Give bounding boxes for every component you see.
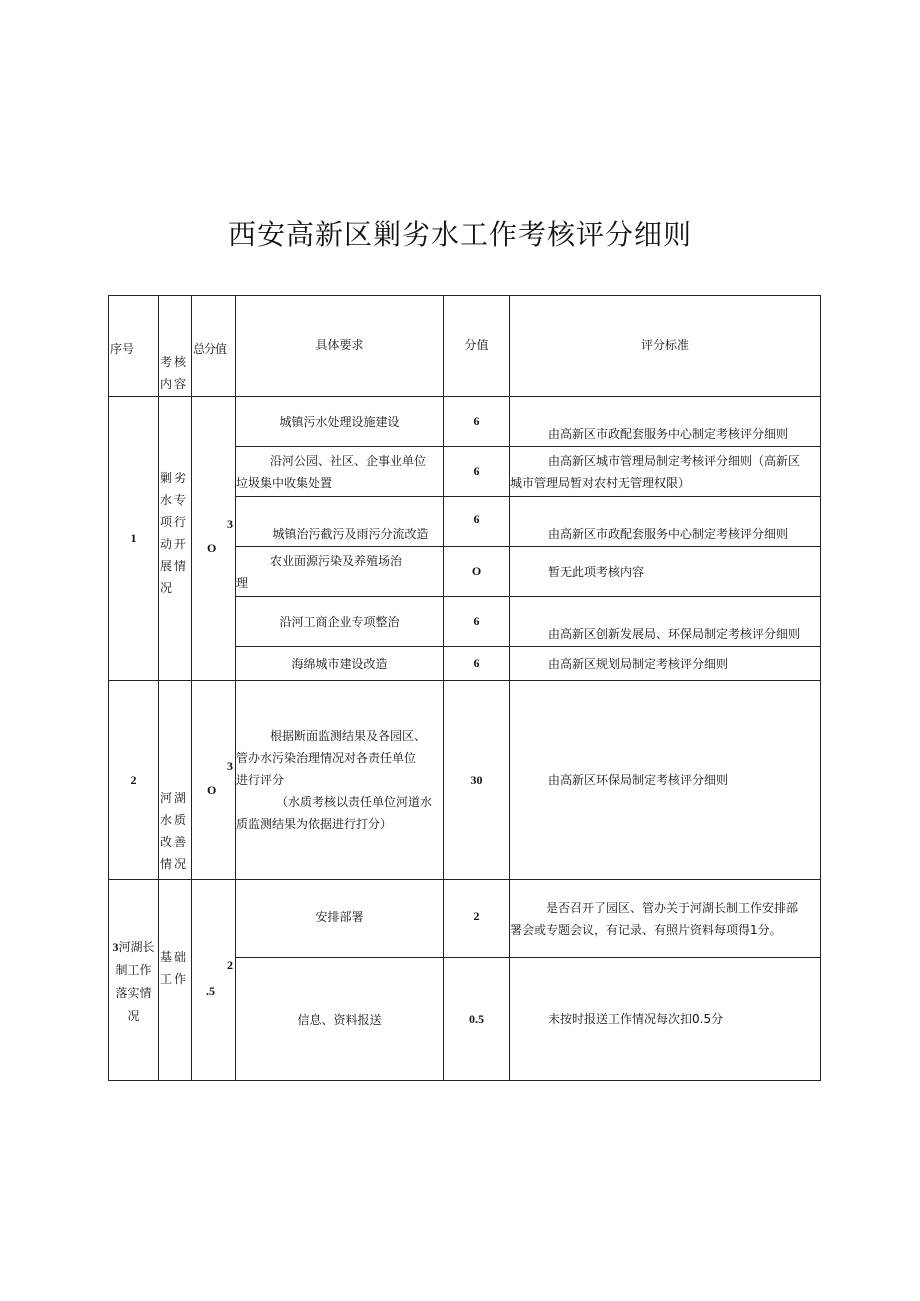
header-row	[109, 296, 821, 397]
standard-cell: 由高新区城市管理局制定考核评分细则（高新区 城市管理局暂对农村无管理权限）	[510, 447, 821, 497]
standard-cell: 由高新区规划局制定考核评分细则	[510, 647, 821, 681]
requirement-cell: 城镇污水处理设施建设	[236, 397, 444, 447]
header-standard: 评分标准	[510, 296, 821, 397]
table-row	[109, 880, 821, 958]
requirement-cell: 沿河公园、社区、企事业单位 垃圾集中收集处置	[236, 447, 444, 497]
header-seq: 序号	[109, 296, 159, 397]
standard-cell: 未按时报送工作情况每次扣0.5分	[510, 958, 821, 1081]
page-title: 西安高新区剿劣水工作考核评分细则	[227, 218, 692, 251]
standard-cell: 暂无此项考核内容	[510, 547, 821, 597]
standard-cell: 由高新区市政配套服务中心制定考核评分细则	[510, 397, 821, 447]
header-score: 分值	[444, 296, 510, 397]
requirement-cell: 安排部署	[236, 880, 444, 958]
score-cell: O	[444, 547, 510, 597]
requirement-cell: 沿河工商企业专项整治	[236, 597, 444, 647]
section3-seq: 3河湖长制工作落实情况	[109, 880, 159, 1081]
header-content: 考核内容	[159, 296, 192, 397]
section2-seq: 2	[109, 681, 159, 880]
section1-seq: 1	[109, 397, 159, 681]
requirement-cell: 城镇治污截污及雨污分流改造	[236, 497, 444, 547]
score-cell: 6	[444, 397, 510, 447]
section3-total: 2 .5	[192, 880, 236, 1081]
section1-content: 剿劣水专项行动开展情况	[159, 397, 192, 681]
score-cell: 0.5	[444, 958, 510, 1081]
score-cell: 2	[444, 880, 510, 958]
section2-total: 3 O	[192, 681, 236, 880]
score-cell: 6	[444, 447, 510, 497]
standard-cell: 由高新区创新发展局、环保局制定考核评分细则	[510, 597, 821, 647]
table-row	[109, 397, 821, 447]
score-cell: 6	[444, 647, 510, 681]
score-cell: 30	[444, 681, 510, 880]
requirement-cell: 根据断面监测结果及各园区、 管办水污染治理情况对各责任单位 进行评分 （水质考核以责任单位河道水 质监测结果为依据进行打分）	[236, 681, 444, 880]
requirement-cell: 海绵城市建设改造	[236, 647, 444, 681]
standard-cell: 由高新区环保局制定考核评分细则	[510, 681, 821, 880]
header-total: 总分值	[192, 296, 236, 397]
standard-cell: 是否召开了园区、管办关于河湖长制工作安排部 署会或专题会议，有记录、有照片资料每项得1分。	[510, 880, 821, 958]
standard-cell: 由高新区市政配套服务中心制定考核评分细则	[510, 497, 821, 547]
section2-content: 河湖水质改善情况	[159, 681, 192, 880]
score-cell: 6	[444, 497, 510, 547]
section1-total: 3 O	[192, 397, 236, 681]
requirement-cell: 信息、资料报送	[236, 958, 444, 1081]
header-requirement: 具体要求	[236, 296, 444, 397]
score-cell: 6	[444, 597, 510, 647]
scoring-table	[108, 295, 821, 1081]
requirement-cell: 农业面源污染及养殖场治 理	[236, 547, 444, 597]
section3-content: 基础工作	[159, 880, 192, 1081]
table-row	[109, 681, 821, 880]
